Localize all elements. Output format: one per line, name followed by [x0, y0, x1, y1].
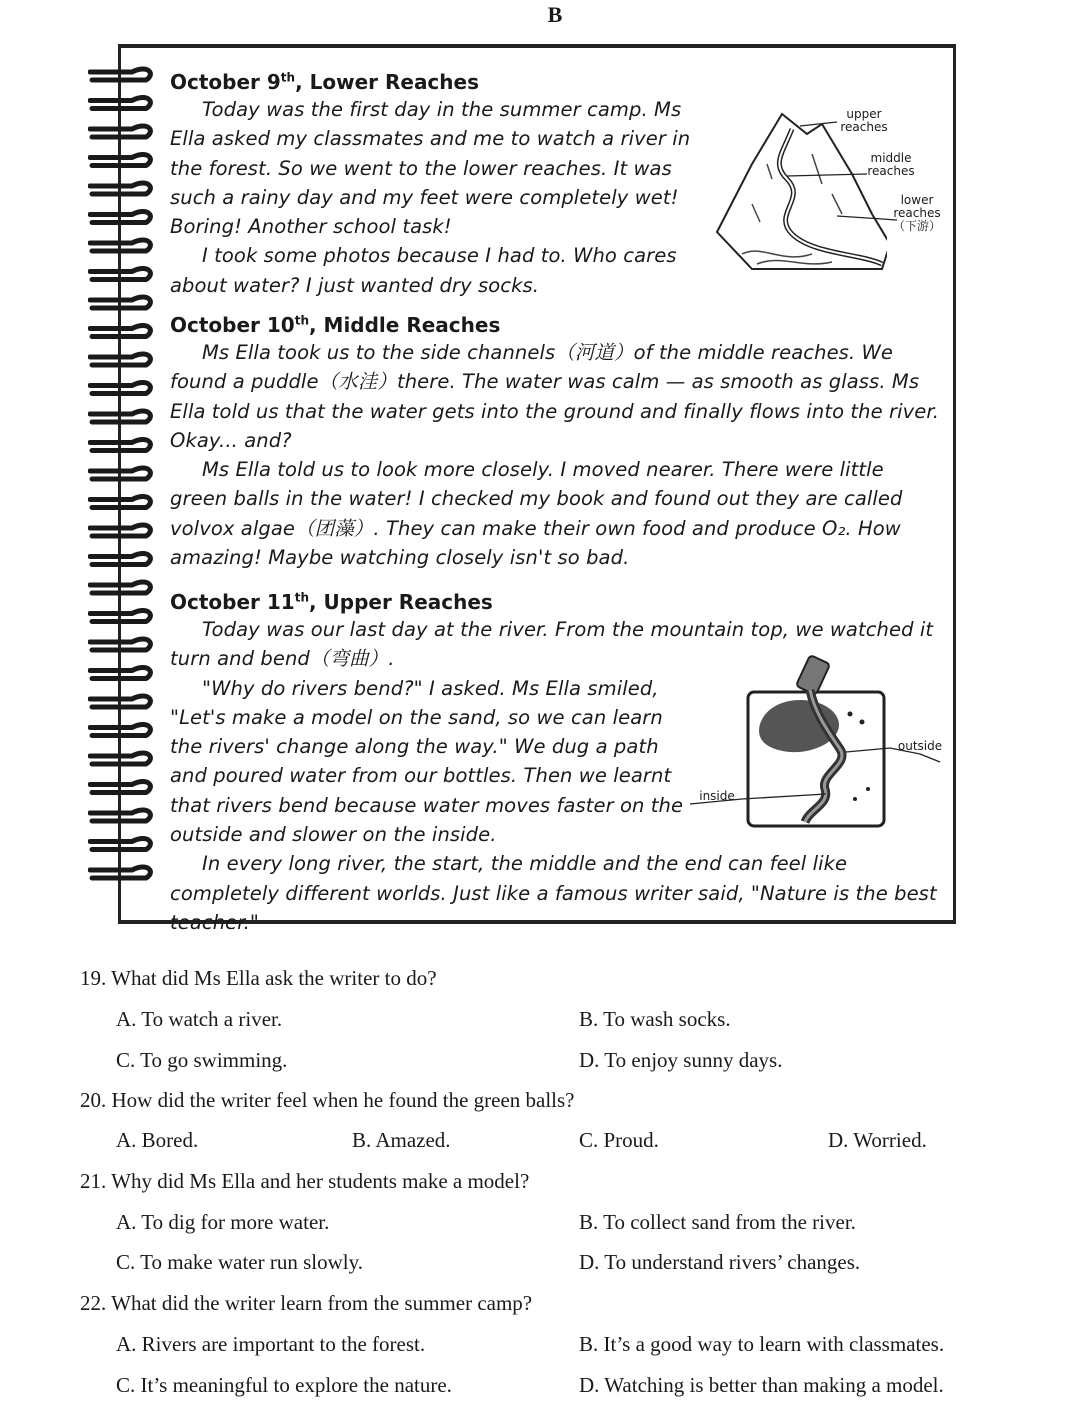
sand-model-figure — [690, 654, 950, 834]
spiral-ring — [90, 839, 150, 850]
spiral-ring — [90, 212, 150, 223]
option-21-a[interactable]: A. To dig for more water. — [116, 1210, 330, 1234]
entry-paragraph: Today was our last day at the river. From the mountain top, we watched it turn and bend（弯曲）. — [170, 618, 934, 671]
spiral-ring — [90, 155, 150, 166]
option-19-c[interactable]: C. To go swimming. — [116, 1048, 288, 1072]
option-20-a[interactable]: A. Bored. — [116, 1128, 199, 1152]
spiral-binding — [88, 60, 158, 900]
spiral-ring — [90, 867, 150, 878]
entry-paragraph: Today was the first day in the summer camp. Ms Ella asked my classmates and me to watch a river in the forest. So we went to the lower reaches. It was such a rainy day and my feet were completely wet! Boring! Another school task! — [170, 98, 691, 239]
spiral-ring — [90, 98, 150, 109]
spiral-ring — [90, 354, 150, 365]
option-21-c[interactable]: C. To make water run slowly. — [116, 1250, 363, 1274]
entry-heading: October 9th, Lower Reaches — [170, 70, 479, 94]
entry-paragraph: Ms Ella took us to the side channels（河道）of the middle reaches. We found a puddle（水洼）there. The water was calm — as smooth as glass. Ms Ella told us that the water gets into the ground and finally flows into the river. Okay... and? — [170, 341, 940, 452]
mountain-river-figure — [712, 104, 952, 274]
spiral-ring — [90, 440, 150, 451]
spiral-ring — [90, 753, 150, 764]
option-19-b[interactable]: B. To wash socks. — [579, 1007, 731, 1031]
label-inside: inside — [699, 789, 735, 803]
label-outside: outside — [897, 739, 943, 753]
label-middle-reaches: middle reaches — [867, 151, 915, 178]
spiral-ring — [90, 383, 150, 394]
option-22-d[interactable]: D. Watching is better than making a model. — [579, 1373, 944, 1397]
spiral-ring — [90, 725, 150, 736]
question-20: 20. How did the writer feel when he found the green balls? — [80, 1088, 575, 1112]
option-19-a[interactable]: A. To watch a river. — [116, 1007, 283, 1031]
entry-paragraph: In every long river, the start, the middle and the end can feel like completely different worlds. Just like a famous writer said, "Nature is the best teacher." — [170, 852, 937, 934]
spiral-ring — [90, 297, 150, 308]
spiral-ring — [90, 240, 150, 251]
spiral-ring — [90, 639, 150, 650]
label-lower-reaches: lower reaches （下游） — [892, 193, 941, 233]
option-20-d[interactable]: D. Worried. — [828, 1128, 927, 1152]
option-21-d[interactable]: D. To understand rivers’ changes. — [579, 1250, 861, 1274]
diary-entry-oct-10 — [170, 313, 945, 572]
question-21: 21. Why did Ms Ella and her students make a model? — [80, 1169, 530, 1193]
spiral-ring — [90, 468, 150, 479]
entry-heading: October 10th, Middle Reaches — [170, 313, 501, 337]
label-upper-reaches: upper reaches — [840, 107, 888, 134]
spiral-ring — [90, 582, 150, 593]
diary-entry-oct-9 — [170, 70, 710, 300]
entry-paragraph: "Why do rivers bend?" I asked. Ms Ella smiled, "Let's make a model on the sand, so we can learn the rivers' change along the way." We dug a path and poured water from our bottles. Then we learnt that rivers bend because water moves faster on the outside and slower on the inside. — [170, 676, 684, 847]
spiral-ring — [90, 69, 150, 80]
spiral-ring — [90, 497, 150, 508]
option-20-c[interactable]: C. Proud. — [579, 1128, 659, 1152]
option-21-b[interactable]: B. To collect sand from the river. — [579, 1210, 856, 1234]
spiral-ring — [90, 810, 150, 821]
question-22: 22. What did the writer learn from the summer camp? — [80, 1291, 533, 1315]
question-19: 19. What did Ms Ella ask the writer to do? — [80, 966, 437, 990]
option-20-b[interactable]: B. Amazed. — [352, 1128, 451, 1152]
spiral-ring — [90, 183, 150, 194]
entry-heading: October 11th, Upper Reaches — [170, 590, 493, 614]
spiral-ring — [90, 611, 150, 622]
spiral-ring — [90, 126, 150, 137]
spiral-ring — [90, 326, 150, 337]
entry-paragraph: Ms Ella told us to look more closely. I moved nearer. There were little green balls in the water! I checked my book and found out they are called volvox algae（团藻）. They can make their own food and produce O₂. How amazing! Maybe watching closely isn't so bad. — [170, 458, 903, 570]
spiral-ring — [90, 554, 150, 565]
spiral-ring — [90, 782, 150, 793]
figure-leader-lines — [712, 104, 952, 274]
option-22-a[interactable]: A. Rivers are important to the forest. — [116, 1332, 426, 1356]
spiral-ring — [90, 668, 150, 679]
option-19-d[interactable]: D. To enjoy sunny days. — [579, 1048, 783, 1072]
option-22-c[interactable]: C. It’s meaningful to explore the nature. — [116, 1373, 452, 1397]
spiral-ring — [90, 696, 150, 707]
option-22-b[interactable]: B. It’s a good way to learn with classmates. — [579, 1332, 945, 1356]
spiral-ring — [90, 525, 150, 536]
spiral-ring — [90, 411, 150, 422]
entry-paragraph: I took some photos because I had to. Who cares about water? I just wanted dry socks. — [170, 244, 677, 297]
spiral-ring — [90, 269, 150, 280]
section-letter: B — [547, 2, 563, 27]
